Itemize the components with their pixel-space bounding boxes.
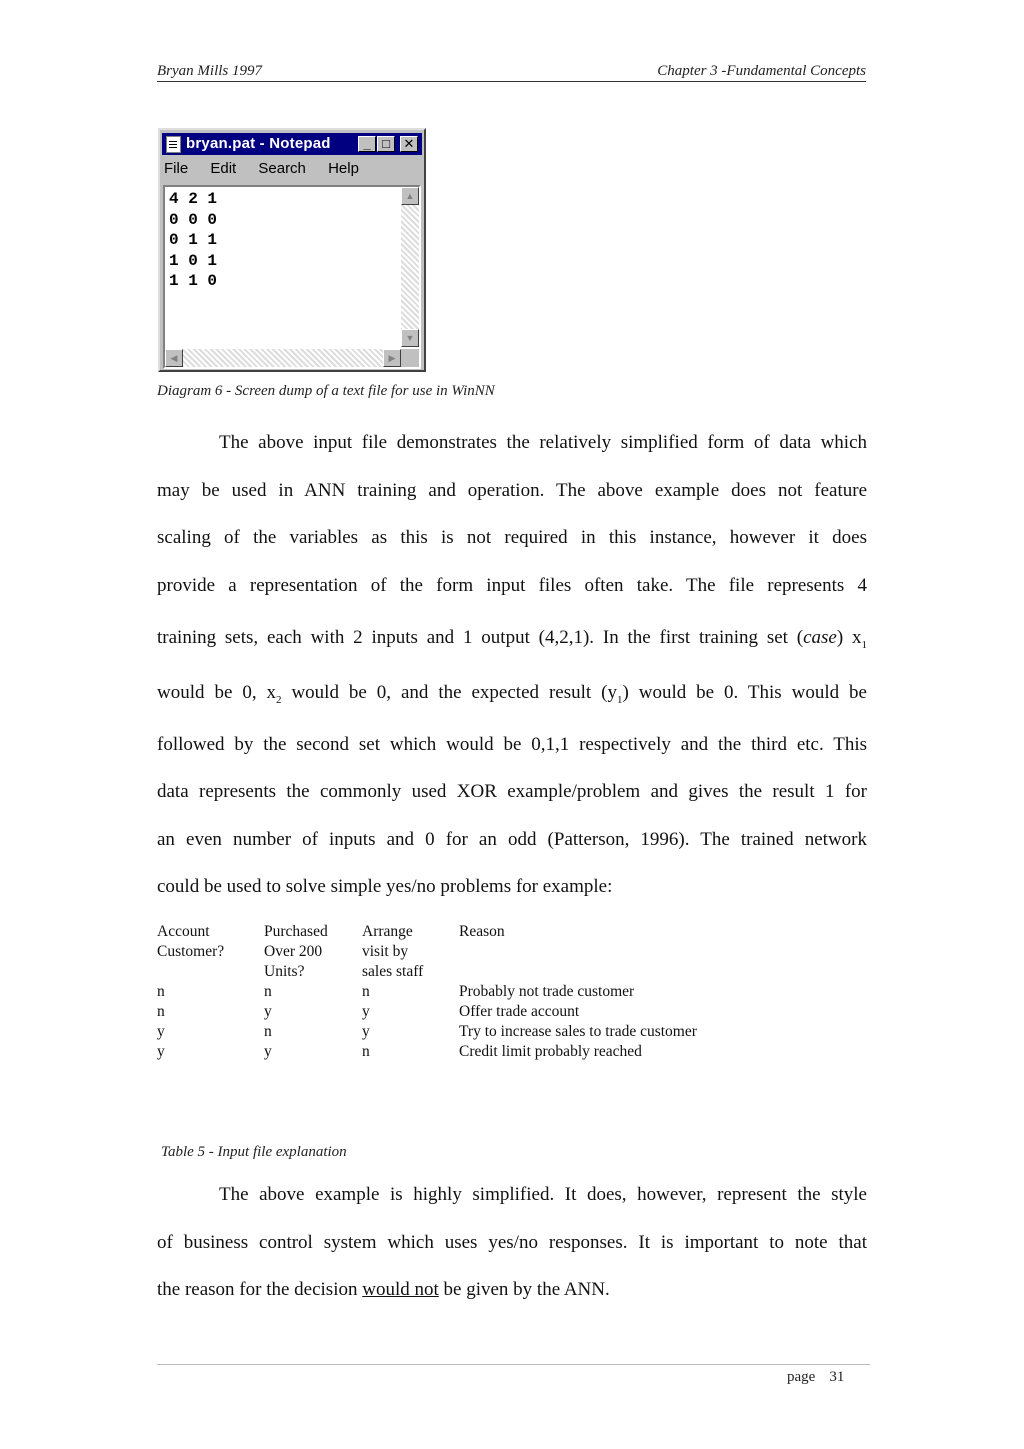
subscript: 1 xyxy=(861,638,867,651)
table-cell: n xyxy=(362,983,370,1000)
paragraph-line: The above input file demonstrates the relatively simplified form of data which xyxy=(219,432,867,453)
table-cell: Offer trade account xyxy=(459,1003,580,1020)
table-cell: y xyxy=(157,1023,165,1040)
table-header-cell: Customer? xyxy=(157,943,225,960)
table-cell: y xyxy=(157,1043,165,1060)
paragraph-line: could be used to solve simple yes/no problems for example: xyxy=(157,876,613,897)
file-line: 1 1 0 xyxy=(169,272,218,290)
text-run: be given by the ANN. xyxy=(438,1279,610,1300)
italic-term: case xyxy=(803,627,837,648)
file-line: 4 2 1 xyxy=(169,190,218,208)
table-header-cell: Reason xyxy=(459,923,505,940)
paragraph-line xyxy=(157,627,867,651)
minimize-button[interactable]: _ xyxy=(358,136,376,152)
notepad-window xyxy=(158,128,426,372)
underlined-text: would not xyxy=(362,1279,439,1300)
subscript: 2 xyxy=(276,693,282,706)
subscript: 1 xyxy=(616,693,623,706)
table-cell: y xyxy=(264,1043,272,1060)
page-label: page xyxy=(787,1369,816,1385)
scroll-down-icon[interactable]: ▼ xyxy=(401,329,419,347)
table-header-cell: Purchased xyxy=(264,923,328,940)
table-cell: Try to increase sales to trade customer xyxy=(459,1023,697,1040)
page-header-left: Bryan Mills 1997 xyxy=(157,63,262,79)
table-cell: y xyxy=(362,1023,370,1040)
page-header-right: Chapter 3 -Fundamental Concepts xyxy=(657,63,866,79)
table-cell: n xyxy=(264,1023,272,1040)
menu-search[interactable]: Search xyxy=(258,160,306,177)
table-cell: n xyxy=(264,983,272,1000)
menu-help[interactable]: Help xyxy=(328,160,359,177)
notepad-icon xyxy=(166,136,181,153)
maximize-button[interactable]: □ xyxy=(377,136,395,152)
table-header-cell: sales staff xyxy=(362,963,424,980)
scroll-up-icon[interactable]: ▲ xyxy=(401,187,419,205)
paragraph-line: an even number of inputs and 0 for an odd (Patterson, 1996). The trained network xyxy=(157,829,867,850)
table-cell: Credit limit probably reached xyxy=(459,1043,642,1060)
file-line: 0 0 0 xyxy=(169,210,218,229)
paragraph-line: of business control system which uses yes/no responses. It is important to note that xyxy=(157,1232,867,1253)
notepad-title: bryan.pat - Notepad xyxy=(186,135,331,152)
table-cell: y xyxy=(362,1003,370,1020)
footer-divider xyxy=(157,1364,870,1365)
page-footer xyxy=(787,1369,844,1386)
text-run: training sets, each with 2 inputs and 1 output (4,2,1). In the first training set ( xyxy=(157,627,804,648)
table-cell: Probably not trade customer xyxy=(459,983,635,1000)
file-line: 0 1 1 xyxy=(169,231,218,249)
menu-bar xyxy=(164,160,377,180)
paragraph-line: scaling of the variables as this is not required in this instance, however it does xyxy=(157,527,867,548)
table-header-cell: Account xyxy=(157,923,210,940)
resize-grip-icon[interactable] xyxy=(401,349,419,367)
close-button[interactable]: ✕ xyxy=(400,136,418,152)
text-run: ) x xyxy=(836,627,862,648)
scroll-left-icon[interactable]: ◀ xyxy=(165,349,183,367)
table-header-cell: Arrange xyxy=(362,923,413,940)
paragraph-line xyxy=(157,1279,867,1301)
notepad-title-bar[interactable] xyxy=(162,133,422,155)
horizontal-scrollbar[interactable] xyxy=(165,349,401,367)
vertical-scrollbar[interactable] xyxy=(401,187,419,347)
paragraph-line: may be used in ANN training and operation. The above example does not feature xyxy=(157,480,867,501)
menu-edit[interactable]: Edit xyxy=(210,160,237,177)
file-content xyxy=(169,189,217,292)
diagram-caption: Diagram 6 - Screen dump of a text file for use in WinNN xyxy=(157,383,495,399)
table-header-cell: Over 200 xyxy=(264,943,323,960)
file-line: 1 0 1 xyxy=(169,251,218,270)
table-caption: Table 5 - Input file explanation xyxy=(161,1144,347,1160)
table-header-cell: Units? xyxy=(264,963,305,980)
page-number: 31 xyxy=(829,1369,845,1385)
table-cell: y xyxy=(264,1003,272,1020)
table-header-cell: visit by xyxy=(362,943,409,960)
paragraph-line: provide a representation of the form input files often take. The file represents 4 xyxy=(157,575,867,596)
table-cell: n xyxy=(157,983,165,1000)
text-run: would be 0, and the expected result (y xyxy=(281,682,617,703)
paragraph-line: The above example is highly simplified. It does, however, represent the style xyxy=(219,1184,867,1205)
scroll-right-icon[interactable]: ▶ xyxy=(383,349,401,367)
text-run: ) would be 0. This would be xyxy=(622,682,867,703)
text-editor-area[interactable] xyxy=(163,185,421,369)
table-cell: n xyxy=(362,1043,370,1060)
paragraph-line xyxy=(157,682,867,706)
menu-file[interactable]: File xyxy=(164,160,189,177)
paragraph-line: followed by the second set which would be 0,1,1 respectively and the third etc. This xyxy=(157,734,867,755)
table-cell: n xyxy=(157,1003,165,1020)
header-divider xyxy=(157,81,866,82)
paragraph-line: data represents the commonly used XOR example/problem and gives the result 1 for xyxy=(157,781,867,802)
text-run: would be 0, x xyxy=(157,682,277,703)
text-run: the reason for the decision xyxy=(157,1279,363,1300)
